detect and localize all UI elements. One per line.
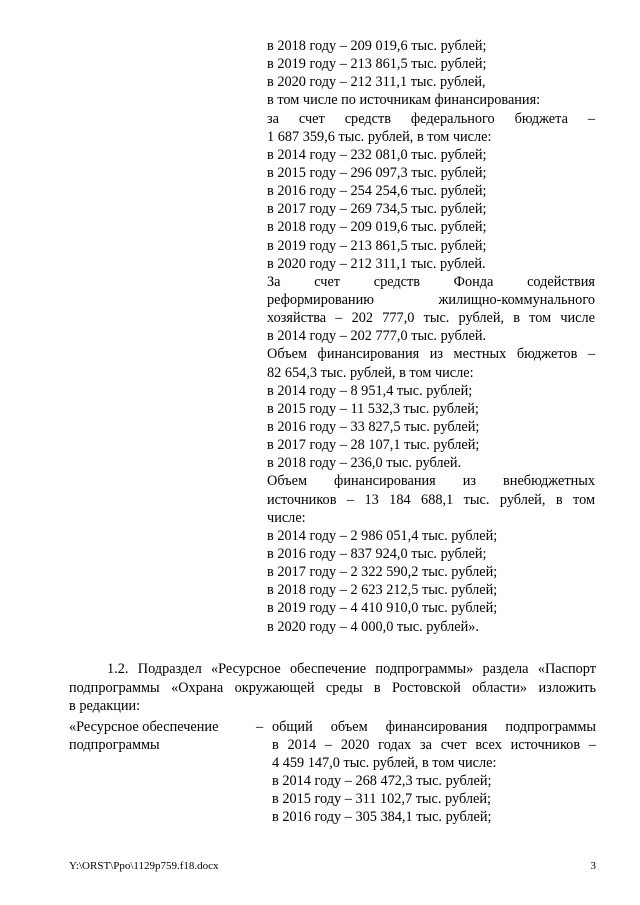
text-line: 1 687 359,6 тыс. рублей, в том числе: xyxy=(267,128,492,145)
text-line: в 2014 году – 2 986 051,4 тыс. рублей; xyxy=(267,527,498,544)
text-line: в 2019 году – 213 861,5 тыс. рублей; xyxy=(267,56,487,73)
label-line: «Ресурсное обеспечение xyxy=(69,719,219,735)
text-line: числе: xyxy=(267,509,306,526)
text-line: в 2018 году – 209 019,6 тыс. рублей; xyxy=(267,219,487,236)
text-line: в 2016 году – 254 254,6 тыс. рублей; xyxy=(267,183,487,200)
text-line: в 2014 году – 8 951,4 тыс. рублей; xyxy=(267,382,473,399)
funding-text-column xyxy=(267,37,595,636)
text-line: в 2020 году – 212 311,1 тыс. рублей, xyxy=(267,74,486,91)
text-line: в 2019 году – 4 410 910,0 тыс. рублей; xyxy=(267,600,498,617)
label-line: подпрограммы xyxy=(69,737,160,753)
text-line: в 2019 году – 213 861,5 тыс. рублей; xyxy=(267,237,487,254)
text-line: в 2015 году – 296 097,3 тыс. рублей; xyxy=(267,164,487,181)
text-line: в 2014 году – 232 081,0 тыс. рублей; xyxy=(267,146,487,163)
text-line: в 2017 году – 28 107,1 тыс. рублей; xyxy=(267,437,480,454)
resource-label xyxy=(69,718,239,754)
text-line: в том числе по источникам финансирования: xyxy=(267,92,541,109)
value-line: в 2015 году – 311 102,7 тыс. рублей; xyxy=(272,791,491,807)
text-line: в 2018 году – 2 623 212,5 тыс. рублей; xyxy=(267,582,498,599)
text-line: в 2016 году – 33 827,5 тыс. рублей; xyxy=(267,418,480,435)
value-line: в 2014 – 2020 годах за счет всех источников – xyxy=(272,737,596,753)
page-number: 3 xyxy=(590,860,596,872)
text-line: 82 654,3 тыс. рублей, в том числе: xyxy=(267,364,474,381)
text-line: хозяйства – 202 777,0 тыс. рублей, в том числе xyxy=(267,310,595,327)
file-path: Y:\ORST\Ppo\1129p759.f18.docx xyxy=(69,860,219,872)
text-line: в 2014 году – 202 777,0 тыс. рублей. xyxy=(267,328,487,345)
paragraph-line: подпрограммы «Охрана окружающей среды в Ростовской области» изложить xyxy=(69,679,596,696)
text-line: реформированию жилищно-коммунального xyxy=(267,291,595,308)
text-line: в 2015 году – 11 532,3 тыс. рублей; xyxy=(267,400,479,417)
text-line: в 2017 году – 269 734,5 тыс. рублей; xyxy=(267,201,487,218)
text-line: За счет средств Фонда содействия xyxy=(267,273,595,290)
text-line: в 2017 году – 2 322 590,2 тыс. рублей; xyxy=(267,564,498,581)
value-line: в 2016 году – 305 384,1 тыс. рублей; xyxy=(272,809,492,825)
dash-separator: – xyxy=(256,719,264,735)
value-line: 4 459 147,0 тыс. рублей, в том числе: xyxy=(272,755,497,771)
paragraph-line: в редакции: xyxy=(69,698,141,715)
text-line: Объем финансирования из внебюджетных xyxy=(267,473,595,490)
paragraph-line: 1.2. Подраздел «Ресурсное обеспечение подпрограммы» раздела «Паспорт xyxy=(107,661,596,677)
text-line: за счет средств федерального бюджета – xyxy=(267,110,595,127)
text-line: в 2016 году – 837 924,0 тыс. рублей; xyxy=(267,545,487,562)
text-line: в 2018 году – 236,0 тыс. рублей. xyxy=(267,455,462,472)
resource-value xyxy=(272,718,596,826)
text-line: в 2020 году – 4 000,0 тыс. рублей». xyxy=(267,618,479,635)
text-line: в 2020 году – 212 311,1 тыс. рублей. xyxy=(267,255,486,272)
text-line: Объем финансирования из местных бюджетов – xyxy=(267,346,595,363)
value-line: в 2014 году – 268 472,3 тыс. рублей; xyxy=(272,773,492,789)
text-line: источников – 13 184 688,1 тыс. рублей, в том xyxy=(267,491,595,508)
section-paragraph xyxy=(69,660,596,716)
text-line: в 2018 году – 209 019,6 тыс. рублей; xyxy=(267,38,487,54)
value-line: общий объем финансирования подпрограммы xyxy=(272,719,596,735)
